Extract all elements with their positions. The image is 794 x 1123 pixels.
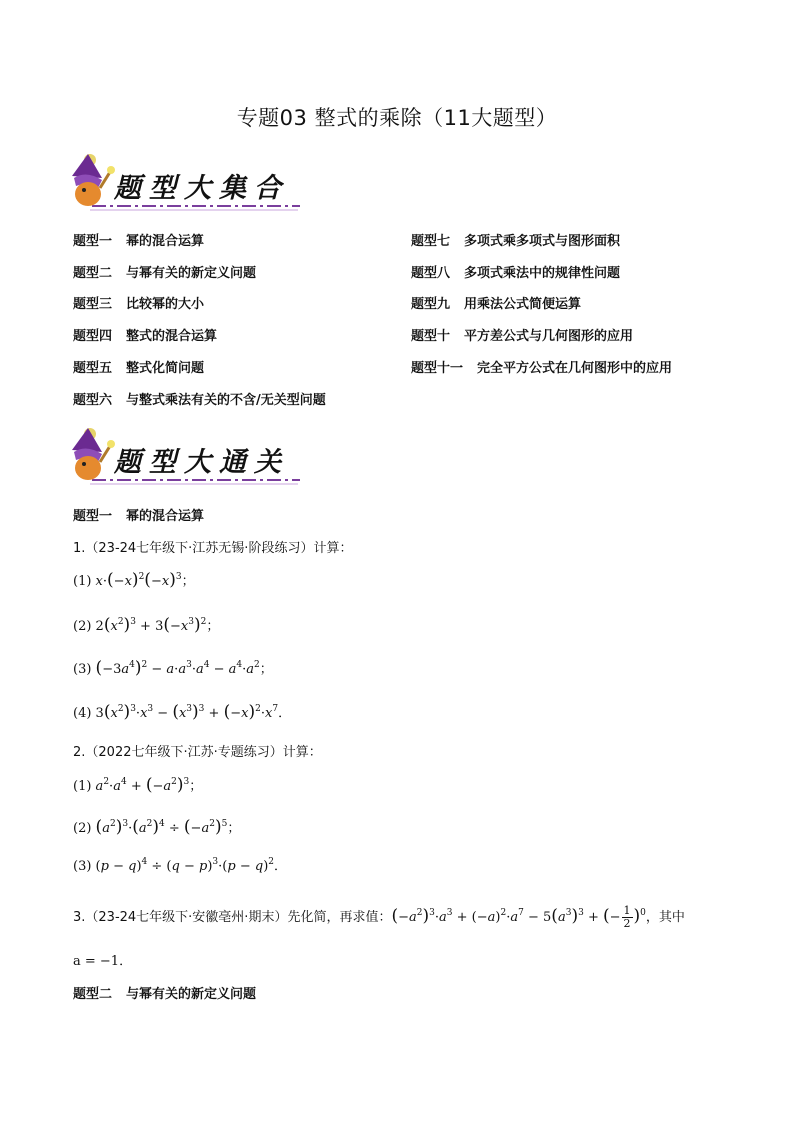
toc-item[interactable] — [411, 230, 620, 249]
toc-num: 题型六 — [73, 393, 113, 408]
toc-num: 题型八 — [411, 266, 451, 281]
section-heading — [73, 983, 256, 1002]
section-label: 幂的混合运算 — [126, 509, 205, 524]
toc-label: 比较幂的大小 — [126, 297, 205, 312]
question-2-part-2: (2) $(a^2)^3\cdot(a^2)^4 \div (-a^2)^5$； — [73, 817, 241, 837]
page-title: 专题03 整式的乘除（11大题型） — [236, 106, 558, 130]
question-1-part-3: (3) $(-3a^4)^2 - a\cdot a^3\cdot a^4 - a^4\cdot a^2$； — [73, 658, 273, 678]
toc-label: 整式的混合运算 — [126, 329, 218, 344]
question-1-part-1: (1) $x\cdot(-x)^2(-x)^3$； — [73, 570, 195, 590]
section-heading — [73, 505, 204, 524]
toc-label: 整式化简问题 — [126, 361, 205, 376]
toc-item[interactable] — [73, 389, 326, 408]
question-2-part-3: (3) $(p - q)^4 \div (q - p)^3\cdot(p - q)^2$． — [73, 857, 288, 874]
toc-item[interactable] — [411, 293, 581, 312]
toc-num: 题型七 — [411, 234, 451, 249]
section-label: 与幂有关的新定义问题 — [126, 987, 257, 1002]
toc-num: 题型三 — [73, 297, 113, 312]
toc-num: 题型二 — [73, 266, 113, 281]
toc-item[interactable] — [73, 230, 204, 249]
toc-num: 题型一 — [73, 234, 113, 249]
section-num: 题型二 — [73, 987, 113, 1002]
question-2-part-1: (1) $a^2\cdot a^4 + (-a^2)^3$； — [73, 775, 203, 795]
banner-collection — [62, 148, 302, 218]
toc-label: 与整式乘法有关的不含/无关型问题 — [126, 393, 326, 408]
toc-label: 多项式乘法中的规律性问题 — [464, 266, 621, 281]
question-3-suffix: ，其中 — [645, 910, 685, 925]
toc-label: 多项式乘多项式与图形面积 — [464, 234, 621, 249]
toc-item[interactable] — [411, 357, 672, 376]
question-2: 2.（2022七年级下·江苏·专题练习）计算： — [73, 745, 322, 760]
question-3-expression: $(-a^2)^3\cdot a^3 + (-a)^2\cdot a^7 - 5(a^3)^3$ + (− $\frac{1}{2}$ )$^0$ — [391, 904, 646, 930]
toc-num: 题型四 — [73, 329, 113, 344]
toc-label: 用乘法公式简便运算 — [464, 297, 582, 312]
banner-practice-title: 题型大通关 — [114, 447, 289, 478]
toc-item[interactable] — [73, 262, 256, 281]
question-3-text: 3.（23-24七年级下·安徽亳州·期末）先化简，再求值： — [73, 910, 392, 925]
toc-label: 完全平方公式在几何图形中的应用 — [477, 361, 673, 376]
toc-item[interactable] — [73, 325, 217, 344]
section-num: 题型一 — [73, 509, 113, 524]
question-1-part-2: (2) $2(x^2)^3 + 3(-x^3)^2$； — [73, 615, 220, 635]
toc-label: 与幂有关的新定义问题 — [126, 266, 257, 281]
toc-num: 题型十一 — [411, 361, 464, 376]
toc-num: 题型五 — [73, 361, 113, 376]
question-3-condition: a = −1． — [73, 954, 133, 969]
banner-collection-title: 题型大集合 — [114, 173, 289, 204]
toc-label: 幂的混合运算 — [126, 234, 205, 249]
toc-item[interactable] — [73, 293, 204, 312]
toc-num: 题型十 — [411, 329, 451, 344]
toc-num: 题型九 — [411, 297, 451, 312]
toc-item[interactable] — [73, 357, 204, 376]
question-3 — [73, 905, 685, 930]
banner-practice — [62, 422, 302, 492]
question-1-part-4: (4) $3(x^2)^3\cdot x^3 - (x^3)^3 + (-x)^2\cdot x^7$． — [73, 702, 292, 722]
question-1: 1.（23-24七年级下·江苏无锡·阶段练习）计算： — [73, 541, 353, 556]
toc-label: 平方差公式与几何图形的应用 — [464, 329, 634, 344]
toc-item[interactable] — [411, 262, 620, 281]
toc-item[interactable] — [411, 325, 633, 344]
